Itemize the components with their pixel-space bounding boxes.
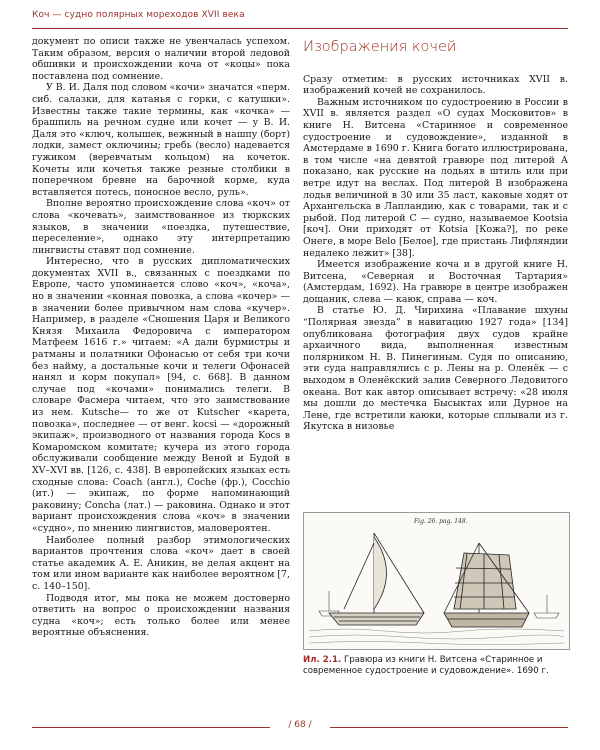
paragraph: Наиболее полный разбор этимологических вариантов прочтения слова «коч» дает в своей статье академик А. Е. Аникин, не делая акцент на том или ином варианте как наиболее вероятном [7, с. 140–150]. [32, 534, 290, 592]
figure-inscription: Fig. 26. pag. 148. [414, 518, 468, 525]
figure-caption [303, 655, 568, 677]
caption-text: Гравюра из книги Н. Витсена «Старинное и современное судостроение и судовождение». 1690 г. [303, 655, 549, 676]
page-number: / 68 / [288, 720, 312, 730]
paragraph: Важным источником по судостроению в России в XVII в. является раздел «О судах Московитов» в книге Н. Витсена «Старинное и современное судостроение и судовождение», изданной в Амстердаме в 1690 г. Книга богато иллюстрирована, в том числе «на девятой гравюре под литерой А показано, как русские на лодьях в штиль или при ветре идут на веслах. Под литерой B изображена лодья величиной в 30 или 35 ласт, каковые ходят от Архангельска в Лапландию, как с товарами, так и с рыбой. Под литерой С — судно, называемое Kootsia [коч]. Они приходят от Kotsia [Кожа?], по реке Онеге, в море Belo [Белое], где пристань Лифляндии недалеко лежит» [38]. [303, 96, 568, 259]
right-column-body [303, 74, 568, 433]
left-column [32, 36, 290, 639]
section-title: Изображения кочей [303, 39, 457, 55]
paragraph: Подводя итог, мы пока не можем достоверно ответить на вопрос о происхождении названия судна «коч»; есть только более или менее вероятные объяснения. [32, 592, 290, 639]
caption-number: Ил. 2.1. [303, 655, 342, 665]
paragraph: В статье Ю. Д. Чирихина «Плавание шхуны “Полярная звезда” в навигацию 1927 года» [134] опубликована фотография двух судов крайне архаичного вида, выполненная известным полярником Н. В. Пинегиным. Судя по описанию, эти суда направлялись с р. Лены на р. Оленёк — с выходом в Оленёкский залив Северного Ледовитого океана. Вот как автор описывает встречу: «28 июля мы дошли до местечка Бысыктах или Дурное на Лене, где встретили каюки, которые сплывали из г. Якутска в низовье [303, 305, 568, 433]
header-rule [32, 28, 568, 29]
right-column [303, 36, 568, 433]
paragraph: Интересно, что в русских дипломатических документах XVII в., связанных с поездками по Европе, часто упоминается слово «коч», «коча», но в значении «конная повозка, а слова «кочер» — в значении более привычном нам слова «кучер». Например, в разделе «Сношения Царя и Великого Князя Михаила Федоровича с императором Матфеем 1616 г.» читаем: «А дали бурмистры и ратманы и полатники Офонасью от себя три кочи без найму, а достальные кочи и телеги Офонасей нанял и корм покупал» [94, с. 668]. В данном случае под «кочами» понимались телеги. В словаре Фасмера читаем, что это заимствование из нем. Kutsche— то же от Kutscher «карета, повозка», последнее — от венг. kocsi — «дорожный экипаж», производного от названия города Kocs в Комаромском комитате; кучера из этого города обслуживали сообщение между Веной и Будой в XV–XVI вв. [126, с. 438]. В европейских языках есть сходные слова: Coach (англ.), Coche (фр.), Cocchio (ит.) — экипаж, по форме напоминающий раковину; Concha (лат.) — раковина. Однако и этот вариант происхождения слова «коч» в значении «судно», по мнению лингвистов, маловероятен. [32, 256, 290, 534]
footer-rule-left [32, 727, 270, 728]
engraving-illustration [304, 513, 569, 649]
running-header: Коч — судно полярных мореходов XVII века [32, 10, 245, 20]
paragraph: Имеется изображение коча и в другой книге Н. Витсена, «Северная и Восточная Тартария» (Амстердам, 1692). На гравюре в центре изображен дощаник, слева — каюк, справа — коч. [303, 259, 568, 305]
paragraph: У В. И. Даля под словом «кочи» значатся «перм. сиб. салазки, для катанья с горки, с катушки». Известны также такие термины, как «кочка» — брашпиль на речном судне или кочет — у В. И. Даля это «ключ, колышек, вежнный в нашпу (борт) лодки, замест оключины; гребь (весло) надевается гужиком (веревчатым кольцом) на кочеток. Кочеты или кочетья также резные столбики в поперечном бревне на барочной корме, куда вставляется потесь, поносное весло, руль». [32, 82, 290, 198]
footer-rule-right [330, 727, 568, 728]
paragraph: документ по описи также не увенчалась успехом. Таким образом, версия о наличии второй ледовой обшивки и происхождении коча от «коцы» пока поставлена под сомнение. [32, 36, 290, 82]
paragraph: Сразу отметим: в русских источниках XVII в. изображений кочей не сохранилось. [303, 73, 568, 97]
engraving-figure [303, 512, 570, 650]
paragraph: Вполне вероятно происхождение слова «коч» от слова «кочевать», заимствованное из тюркских языков, в значении «поездка, путешествие, переселение», однако эту интерпретацию лингвисты ставят под сомнение. [32, 198, 290, 256]
